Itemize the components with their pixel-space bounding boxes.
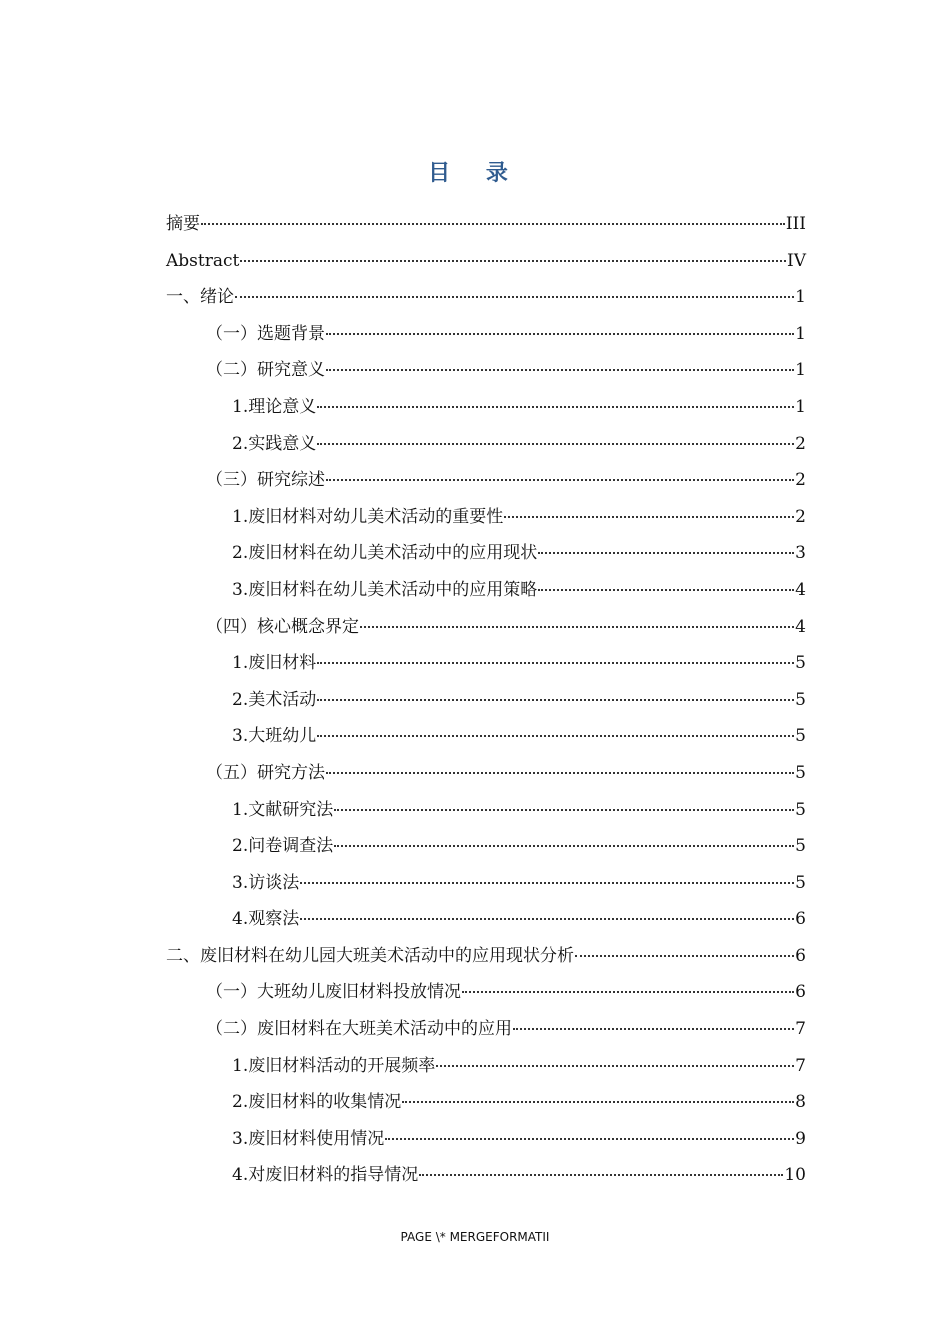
toc-dot-leader — [317, 405, 794, 408]
toc-entry-label: 3.访谈法 — [232, 872, 300, 893]
toc-entry[interactable] — [166, 645, 806, 682]
toc-entry[interactable] — [166, 901, 806, 938]
toc-entry[interactable] — [166, 243, 806, 280]
toc-dot-leader — [326, 771, 794, 774]
toc-dot-leader — [360, 625, 794, 628]
toc-entry-page-number: 5 — [795, 872, 806, 893]
toc-entry-page-number: IV — [787, 250, 806, 271]
page-title: 目 录 — [428, 161, 522, 186]
toc-entry-label: 3.废旧材料使用情况 — [232, 1128, 385, 1149]
toc-dot-leader — [385, 1137, 794, 1140]
toc-dot-leader — [235, 295, 794, 298]
toc-entry[interactable] — [166, 792, 806, 829]
toc-dot-leader — [436, 1064, 794, 1067]
toc-entry-label: 1.文献研究法 — [232, 799, 334, 820]
toc-entry[interactable] — [166, 1121, 806, 1158]
toc-entry[interactable] — [166, 462, 806, 499]
toc-dot-leader — [240, 259, 786, 262]
toc-entry-page-number: 10 — [784, 1165, 806, 1186]
toc-entry-page-number: 5 — [795, 689, 806, 710]
toc-dot-leader — [300, 917, 794, 920]
toc-entry[interactable] — [166, 718, 806, 755]
toc-entry-label: Abstract — [166, 250, 240, 271]
toc-dot-leader — [419, 1173, 783, 1176]
toc-entry-page-number: 1 — [795, 287, 806, 308]
toc-entry[interactable] — [166, 499, 806, 536]
toc-entry[interactable] — [166, 755, 806, 792]
toc-entry-label: 2.美术活动 — [232, 689, 317, 710]
toc-entry-page-number: 2 — [795, 506, 806, 527]
toc-entry-page-number: 6 — [795, 909, 806, 930]
page-footer-field: PAGE \* MERGEFORMATII — [400, 1230, 550, 1244]
toc-entry-label: 摘要 — [166, 214, 200, 234]
toc-entry-page-number: 5 — [795, 762, 806, 783]
toc-entry-label: 1.废旧材料 — [232, 653, 317, 674]
toc-entry-label: 3.废旧材料在幼儿美术活动中的应用策略 — [232, 579, 538, 600]
toc-entry-label: 2.问卷调查法 — [232, 836, 334, 857]
toc-entry-page-number: 4 — [795, 579, 806, 600]
toc-dot-leader — [317, 661, 794, 664]
toc-entry-label: 2.实践意义 — [232, 433, 317, 454]
toc-entry-page-number: III — [785, 214, 806, 234]
toc-dot-leader — [317, 734, 794, 737]
toc-entry-page-number: 2 — [795, 470, 806, 491]
toc-entry-label: 1.废旧材料对幼儿美术活动的重要性 — [232, 506, 504, 527]
toc-entry[interactable] — [166, 1157, 806, 1194]
toc-entry-page-number: 5 — [795, 726, 806, 747]
toc-entry-label: 二、废旧材料在幼儿园大班美术活动中的应用现状分析 — [166, 945, 574, 966]
toc-entry-page-number: 6 — [795, 982, 806, 1003]
toc-entry-page-number: 1 — [795, 360, 806, 381]
toc-entry[interactable] — [166, 206, 806, 243]
toc-entry[interactable] — [166, 682, 806, 719]
toc-entry-label: （三）研究综述 — [206, 470, 325, 491]
toc-entry[interactable] — [166, 426, 806, 463]
toc-entry[interactable] — [166, 535, 806, 572]
toc-entry-page-number: 2 — [795, 433, 806, 454]
toc-dot-leader — [334, 808, 794, 811]
toc-entry-label: 4.观察法 — [232, 909, 300, 930]
toc-entry-page-number: 5 — [795, 653, 806, 674]
toc-entry-page-number: 7 — [795, 1055, 806, 1076]
toc-entry-page-number: 3 — [795, 543, 806, 564]
toc-dot-leader — [504, 515, 794, 518]
toc-entry[interactable] — [166, 828, 806, 865]
toc-entry-label: 3.大班幼儿 — [232, 726, 317, 747]
toc-entry-label: （五）研究方法 — [206, 762, 325, 783]
toc-entry[interactable] — [166, 352, 806, 389]
toc-entry[interactable] — [166, 974, 806, 1011]
toc-entry-label: 4.对废旧材料的指导情况 — [232, 1165, 419, 1186]
toc-entry-page-number: 4 — [795, 616, 806, 637]
toc-dot-leader — [326, 332, 794, 335]
toc-dot-leader — [575, 954, 794, 957]
toc-entry[interactable] — [166, 1011, 806, 1048]
toc-entry-page-number: 6 — [795, 945, 806, 966]
toc-entry-page-number: 8 — [795, 1092, 806, 1113]
toc-entry-page-number: 5 — [795, 836, 806, 857]
toc-dot-leader — [317, 442, 794, 445]
toc-entry[interactable] — [166, 389, 806, 426]
toc-entry[interactable] — [166, 865, 806, 902]
toc-entry-label: （四）核心概念界定 — [206, 616, 359, 637]
toc-dot-leader — [326, 478, 794, 481]
toc-dot-leader — [300, 881, 794, 884]
toc-dot-leader — [402, 1100, 794, 1103]
toc-entry-label: 2.废旧材料在幼儿美术活动中的应用现状 — [232, 543, 538, 564]
toc-entry-label: 1.理论意义 — [232, 396, 317, 417]
table-of-contents — [166, 206, 806, 1194]
toc-entry-label: （二）研究意义 — [206, 360, 325, 381]
toc-entry-label: （一）大班幼儿废旧材料投放情况 — [206, 982, 461, 1003]
toc-dot-leader — [513, 1027, 794, 1030]
toc-dot-leader — [538, 588, 794, 591]
toc-entry[interactable] — [166, 279, 806, 316]
toc-dot-leader — [201, 222, 785, 225]
toc-dot-leader — [334, 844, 794, 847]
toc-entry[interactable] — [166, 316, 806, 353]
toc-entry-page-number: 1 — [795, 323, 806, 344]
toc-dot-leader — [317, 698, 794, 701]
toc-entry[interactable] — [166, 938, 806, 975]
toc-entry[interactable] — [166, 1048, 806, 1085]
toc-dot-leader — [462, 990, 794, 993]
toc-entry-page-number: 1 — [795, 396, 806, 417]
toc-dot-leader — [538, 551, 794, 554]
toc-entry-page-number: 7 — [795, 1019, 806, 1040]
toc-entry[interactable] — [166, 572, 806, 609]
toc-dot-leader — [326, 368, 794, 371]
toc-entry-label: （一）选题背景 — [206, 323, 325, 344]
toc-entry-page-number: 5 — [795, 799, 806, 820]
toc-entry[interactable] — [166, 1084, 806, 1121]
toc-entry[interactable] — [166, 609, 806, 646]
toc-entry-page-number: 9 — [795, 1128, 806, 1149]
toc-entry-label: 2.废旧材料的收集情况 — [232, 1092, 402, 1113]
toc-entry-label: 1.废旧材料活动的开展频率 — [232, 1055, 436, 1076]
toc-entry-label: 一、绪论 — [166, 287, 234, 308]
toc-entry-label: （二）废旧材料在大班美术活动中的应用 — [206, 1019, 512, 1040]
